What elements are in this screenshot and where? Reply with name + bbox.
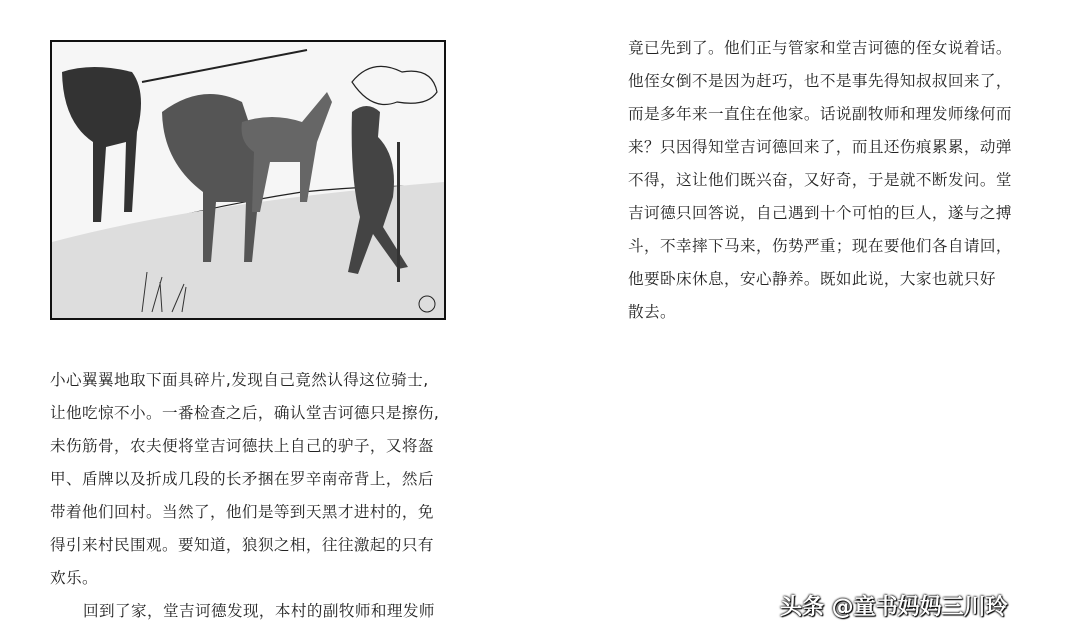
- text-line: 小心翼翼地取下面具碎片,发现自己竟然认得这位骑士,: [50, 371, 429, 389]
- text-line: 欢乐。: [50, 569, 98, 587]
- text-line: 让他吃惊不小。一番检查之后，确认堂吉诃德只是擦伤,: [50, 404, 440, 422]
- text-line: 竟已先到了。他们正与管家和堂吉诃德的侄女说着话。: [628, 39, 1012, 57]
- text-line: 不得，这让他们既兴奋，又好奇，于是就不断发问。堂: [628, 171, 1012, 189]
- text-line: 吉诃德只回答说，自己遇到十个可怕的巨人，遂与之搏: [628, 204, 1012, 222]
- text-line: 未伤筋骨，农夫便将堂吉诃德扶上自己的驴子，又将盔: [50, 437, 434, 455]
- watermark: 头条 @童书妈妈三川玲: [780, 595, 1008, 620]
- text-line: 得引来村民围观。要知道，狼狈之相，往往激起的只有: [50, 536, 434, 554]
- text-line: 而是多年来一直住在他家。话说副牧师和理发师缘何而: [628, 105, 1012, 123]
- text-line: 斗，不幸摔下马来，伤势严重；现在要他们各自请回，: [628, 237, 1012, 255]
- book-illustration: [50, 40, 446, 320]
- text-line: 带着他们回村。当然了，他们是等到天黑才进村的，免: [50, 503, 434, 521]
- right-text-column: [628, 32, 1038, 329]
- illustration-drawing: [52, 42, 444, 318]
- text-line: 甲、盾牌以及折成几段的长矛捆在罗辛南帝背上，然后: [50, 470, 434, 488]
- text-line: 他要卧床休息，安心静养。既如此说，大家也就只好: [628, 270, 996, 288]
- left-text-column: [50, 364, 460, 628]
- text-line: 回到了家，堂吉诃德发现，本村的副牧师和理发师: [83, 602, 435, 620]
- text-line: 散去。: [628, 303, 676, 321]
- text-line: 他侄女倒不是因为赶巧，也不是事先得知叔叔回来了，: [628, 72, 1012, 90]
- text-line: 来？只因得知堂吉诃德回来了，而且还伤痕累累，动弹: [628, 138, 1012, 156]
